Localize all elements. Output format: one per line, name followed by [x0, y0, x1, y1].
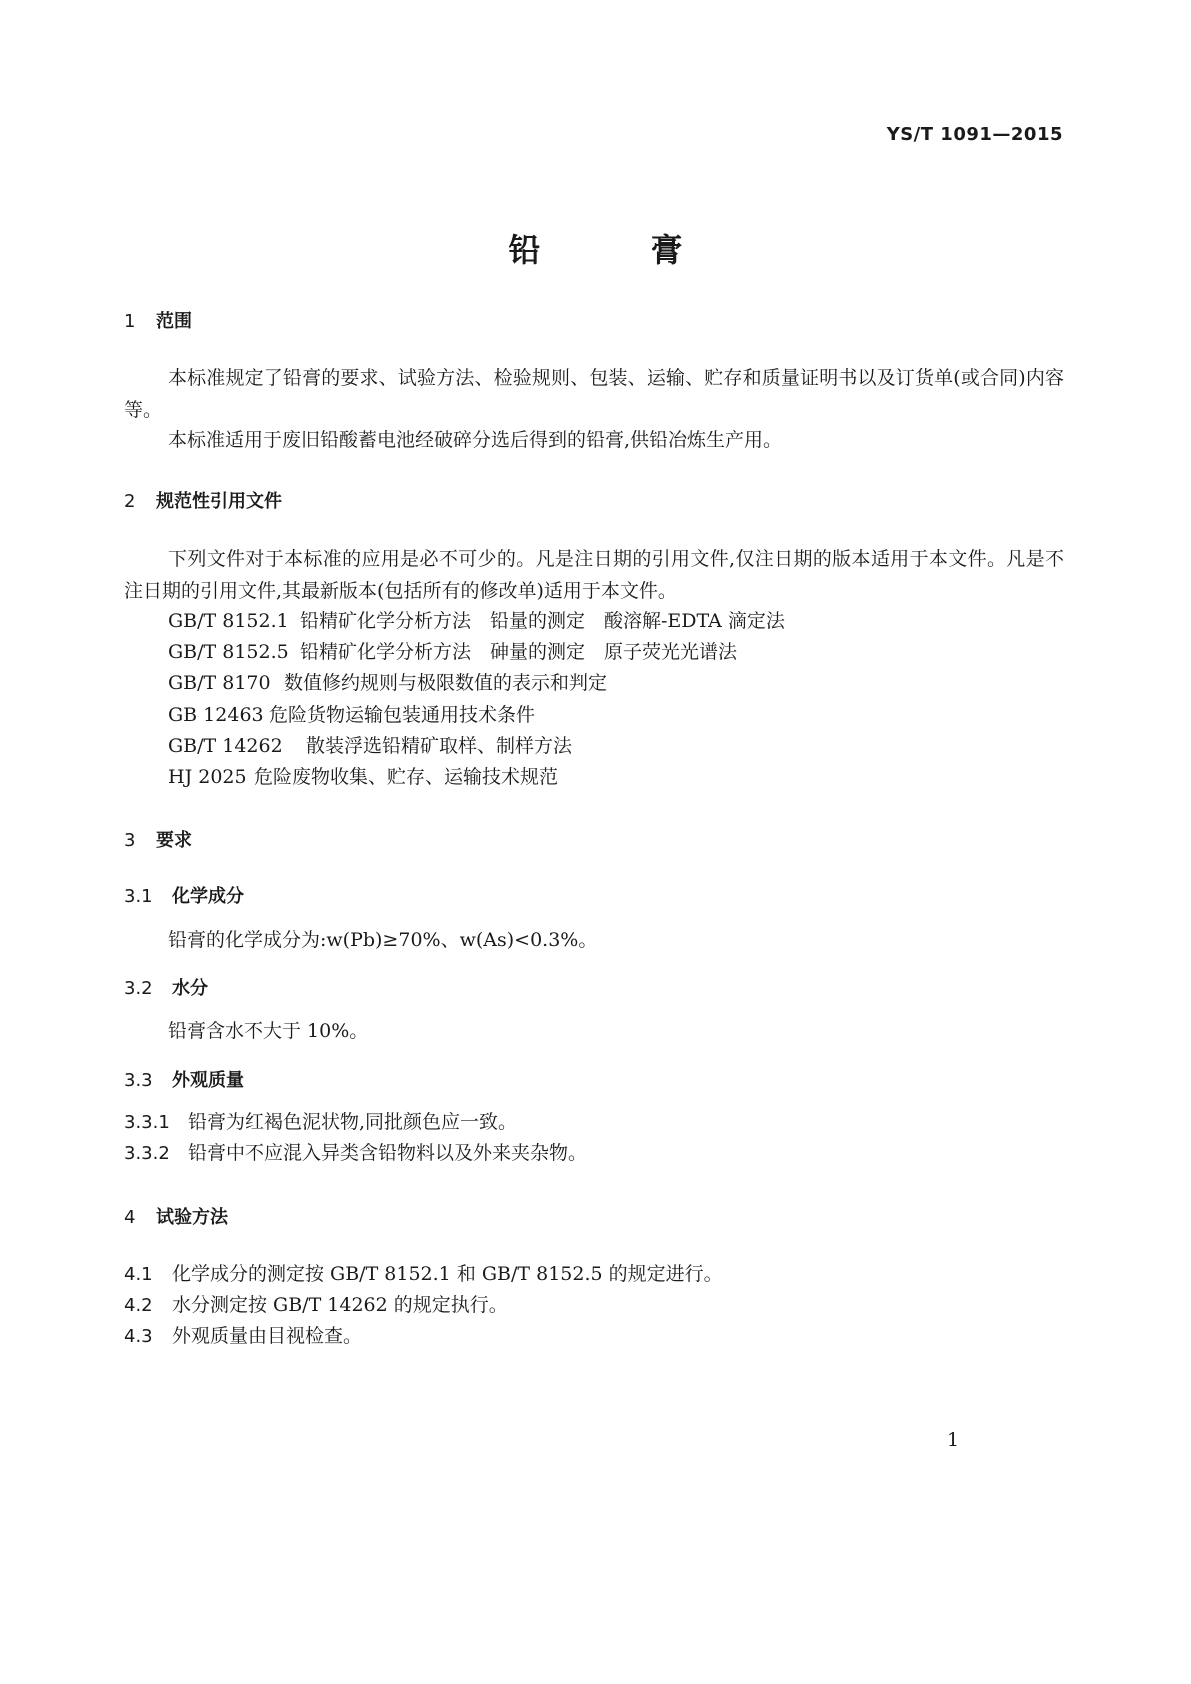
section-number: 1 — [124, 311, 136, 332]
reference-item — [168, 636, 737, 668]
reference-item — [168, 699, 535, 731]
reference-code: GB/T 8152.1 — [168, 610, 289, 632]
subsection-3-3-heading — [124, 1066, 244, 1092]
clause-text: 外观质量由目视检查。 — [172, 1325, 363, 1347]
section-1-paragraph-2: 本标准适用于废旧铅酸蓄电池经破碎分选后得到的铅膏,供铅冶炼生产用。 — [168, 429, 783, 451]
subsection-title: 外观质量 — [172, 1070, 244, 1091]
clause-number: 3.3.2 — [124, 1143, 170, 1164]
clause-item — [124, 1106, 517, 1139]
clause-text: 铅膏为红褐色泥状物,同批颜色应一致。 — [188, 1111, 518, 1133]
reference-item — [168, 761, 558, 793]
reference-code: GB/T 14262 — [168, 735, 283, 757]
section-2-paragraph: 下列文件对于本标准的应用是必不可少的。凡是注日期的引用文件,仅注日期的版本适用于本文件。凡是不注日期的引用文件,其最新版本(包括所有的修改单)适用于本文件。 — [124, 548, 1064, 602]
reference-title: 数值修约规则与极限数值的表示和判定 — [284, 672, 608, 694]
section-title: 试验方法 — [156, 1207, 228, 1228]
reference-code: GB/T 8170 — [168, 672, 271, 694]
section-1-heading — [124, 307, 192, 333]
page-number: 1 — [947, 1429, 960, 1451]
clause-text: 水分测定按 GB/T 14262 的规定执行。 — [172, 1294, 508, 1316]
subsection-3-2-heading — [124, 974, 208, 1000]
subsection-title: 化学成分 — [172, 886, 244, 907]
clause-item — [124, 1258, 723, 1291]
subsection-3-1-heading — [124, 882, 244, 908]
title-char-2: 膏 — [650, 231, 683, 269]
reference-title: 散装浮选铅精矿取样、制样方法 — [306, 735, 573, 757]
reference-item — [168, 730, 572, 762]
clause-number: 3.3.1 — [124, 1112, 170, 1133]
reference-item — [168, 667, 607, 699]
reference-code: GB/T 8152.5 — [168, 641, 289, 663]
reference-title: 铅精矿化学分析方法 铅量的测定 酸溶解-EDTA 滴定法 — [300, 610, 785, 632]
reference-title: 危险货物运输包装通用技术条件 — [269, 704, 536, 726]
subsection-number: 3.3 — [124, 1070, 153, 1091]
section-title: 范围 — [156, 311, 192, 332]
section-3-heading — [124, 826, 192, 852]
section-number: 4 — [124, 1207, 136, 1228]
clause-item — [124, 1137, 587, 1170]
section-1-paragraph-1: 本标准规定了铅膏的要求、试验方法、检验规则、包装、运输、贮存和质量证明书以及订货单(或合同)内容等。 — [124, 367, 1064, 421]
reference-title: 铅精矿化学分析方法 砷量的测定 原子荧光光谱法 — [300, 641, 738, 663]
clause-number: 4.2 — [124, 1295, 153, 1316]
subsection-3-1-text: 铅膏的化学成分为:w(Pb)≥70%、w(As)<0.3%。 — [168, 929, 598, 951]
subsection-3-2-text: 铅膏含水不大于 10%。 — [168, 1020, 369, 1042]
clause-text: 化学成分的测定按 GB/T 8152.1 和 GB/T 8152.5 的规定进行。 — [172, 1263, 723, 1285]
document-title — [0, 225, 1191, 271]
clause-text: 铅膏中不应混入异类含铅物料以及外来夹杂物。 — [188, 1142, 588, 1164]
clause-item — [124, 1320, 362, 1353]
section-number: 2 — [124, 491, 136, 512]
title-char-1: 铅 — [508, 231, 541, 269]
reference-code: HJ 2025 — [168, 766, 247, 788]
subsection-number: 3.2 — [124, 978, 153, 999]
subsection-title: 水分 — [172, 978, 208, 999]
reference-title: 危险废物收集、贮存、运输技术规范 — [254, 766, 559, 788]
section-2-heading — [124, 487, 282, 513]
clause-item — [124, 1289, 508, 1322]
section-title: 要求 — [156, 830, 192, 851]
section-title: 规范性引用文件 — [156, 491, 282, 512]
section-4-heading — [124, 1203, 228, 1229]
clause-number: 4.1 — [124, 1264, 153, 1285]
section-number: 3 — [124, 830, 136, 851]
clause-number: 4.3 — [124, 1326, 153, 1347]
subsection-number: 3.1 — [124, 886, 153, 907]
reference-code: GB 12463 — [168, 704, 264, 726]
standard-code: YS/T 1091—2015 — [886, 124, 1063, 145]
reference-item — [168, 605, 785, 637]
